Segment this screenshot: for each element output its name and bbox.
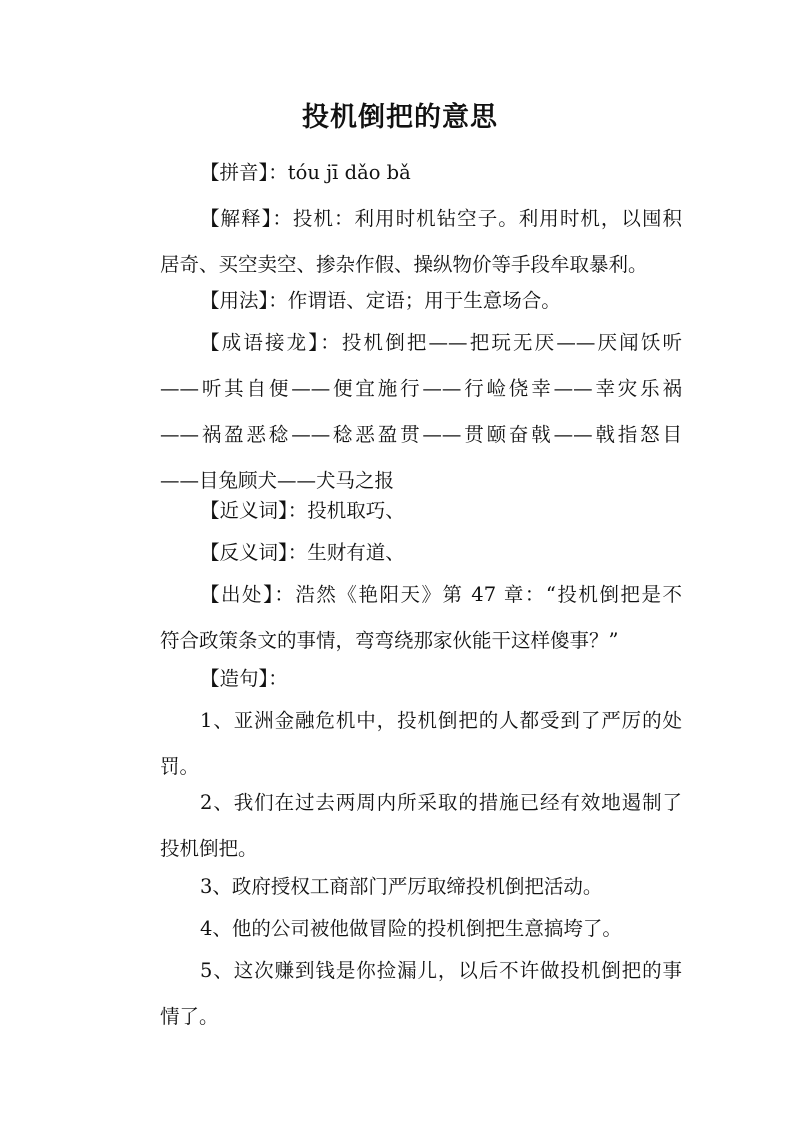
explanation-text-1: 投机：利用时机钻空子。利用时机，以囤积 xyxy=(292,207,682,230)
example-2-line-2: 投机倒把。 xyxy=(160,837,258,860)
pinyin-value: tóu jī dǎo bǎ xyxy=(287,161,411,184)
pinyin-paragraph xyxy=(120,150,682,196)
synonyms-label: 【近义词】： xyxy=(200,499,308,522)
idiom-chain-text-3: ——祸盈恶稔——稔恶盈贯——贯颐奋戟——戟指怒目 xyxy=(160,423,682,446)
examples-heading-paragraph xyxy=(120,656,682,702)
example-4-line-1: 4、他的公司被他做冒险的投机倒把生意搞垮了。 xyxy=(200,917,622,940)
example-1-line-2: 罚。 xyxy=(160,755,200,778)
idiom-chain-text-4: ——目兔顾犬——犬马之报 xyxy=(160,469,395,492)
idiom-chain-paragraph xyxy=(120,320,682,504)
synonyms-value: 投机取巧、 xyxy=(307,499,405,522)
example-5-line-1: 5、这次赚到钱是你捡漏儿，以后不许做投机倒把的事 xyxy=(200,959,682,982)
source-line-1 xyxy=(120,572,682,618)
explanation-text-2: 居奇、买空卖空、掺杂作假、操纵物价等手段牟取暴利。 xyxy=(160,253,648,276)
idiom-chain-label: 【成语接龙】： xyxy=(200,331,342,354)
example-item-2 xyxy=(120,780,682,872)
examples-label: 【造句】： xyxy=(200,667,288,690)
example-item-1 xyxy=(120,698,682,790)
example-1-line-1: 1、亚洲金融危机中，投机倒把的人都受到了严厉的处 xyxy=(200,709,682,732)
explanation-label: 【解释】： xyxy=(200,207,293,230)
example-5-line-2: 情了。 xyxy=(160,1005,219,1028)
usage-line xyxy=(120,278,682,324)
pinyin-line xyxy=(120,150,682,196)
example-3-line-1: 3、政府授权工商部门严厉取缔投机倒把活动。 xyxy=(200,875,603,898)
antonyms-value: 生财有道、 xyxy=(307,541,405,564)
idiom-chain-line-1 xyxy=(120,320,682,366)
idiom-chain-text-2: ——听其自便——便宜施行——行崄侥幸——幸灾乐祸 xyxy=(160,377,682,400)
synonyms-paragraph xyxy=(120,488,682,534)
source-text-1: 浩然《艳阳天》第 47 章：“投机倒把是不 xyxy=(295,583,682,606)
example-2-line-1: 2、我们在过去两周内所采取的措施已经有效地遏制了 xyxy=(200,791,682,814)
explanation-paragraph xyxy=(120,196,682,288)
synonyms-line xyxy=(120,488,682,534)
antonyms-label: 【反义词】： xyxy=(200,541,308,564)
source-label: 【出处】： xyxy=(200,583,296,606)
usage-paragraph xyxy=(120,278,682,324)
source-text-2: 符合政策条文的事情，弯弯绕那家伙能干这样傻事？” xyxy=(160,629,619,652)
explanation-line-1 xyxy=(120,196,682,242)
idiom-chain-text-1: 投机倒把——把玩无厌——厌闻饫听 xyxy=(341,331,682,354)
example-item-3 xyxy=(120,864,682,910)
antonyms-line xyxy=(120,530,682,576)
pinyin-label: 【拼音】： xyxy=(200,161,288,184)
antonyms-paragraph xyxy=(120,530,682,576)
example-item-5 xyxy=(120,948,682,1040)
usage-label: 【用法】： xyxy=(200,289,288,312)
page-title: 投机倒把的意思 xyxy=(302,102,498,133)
example-item-4 xyxy=(120,906,682,952)
usage-value: 作谓语、定语；用于生意场合。 xyxy=(287,289,561,312)
source-paragraph xyxy=(120,572,682,664)
